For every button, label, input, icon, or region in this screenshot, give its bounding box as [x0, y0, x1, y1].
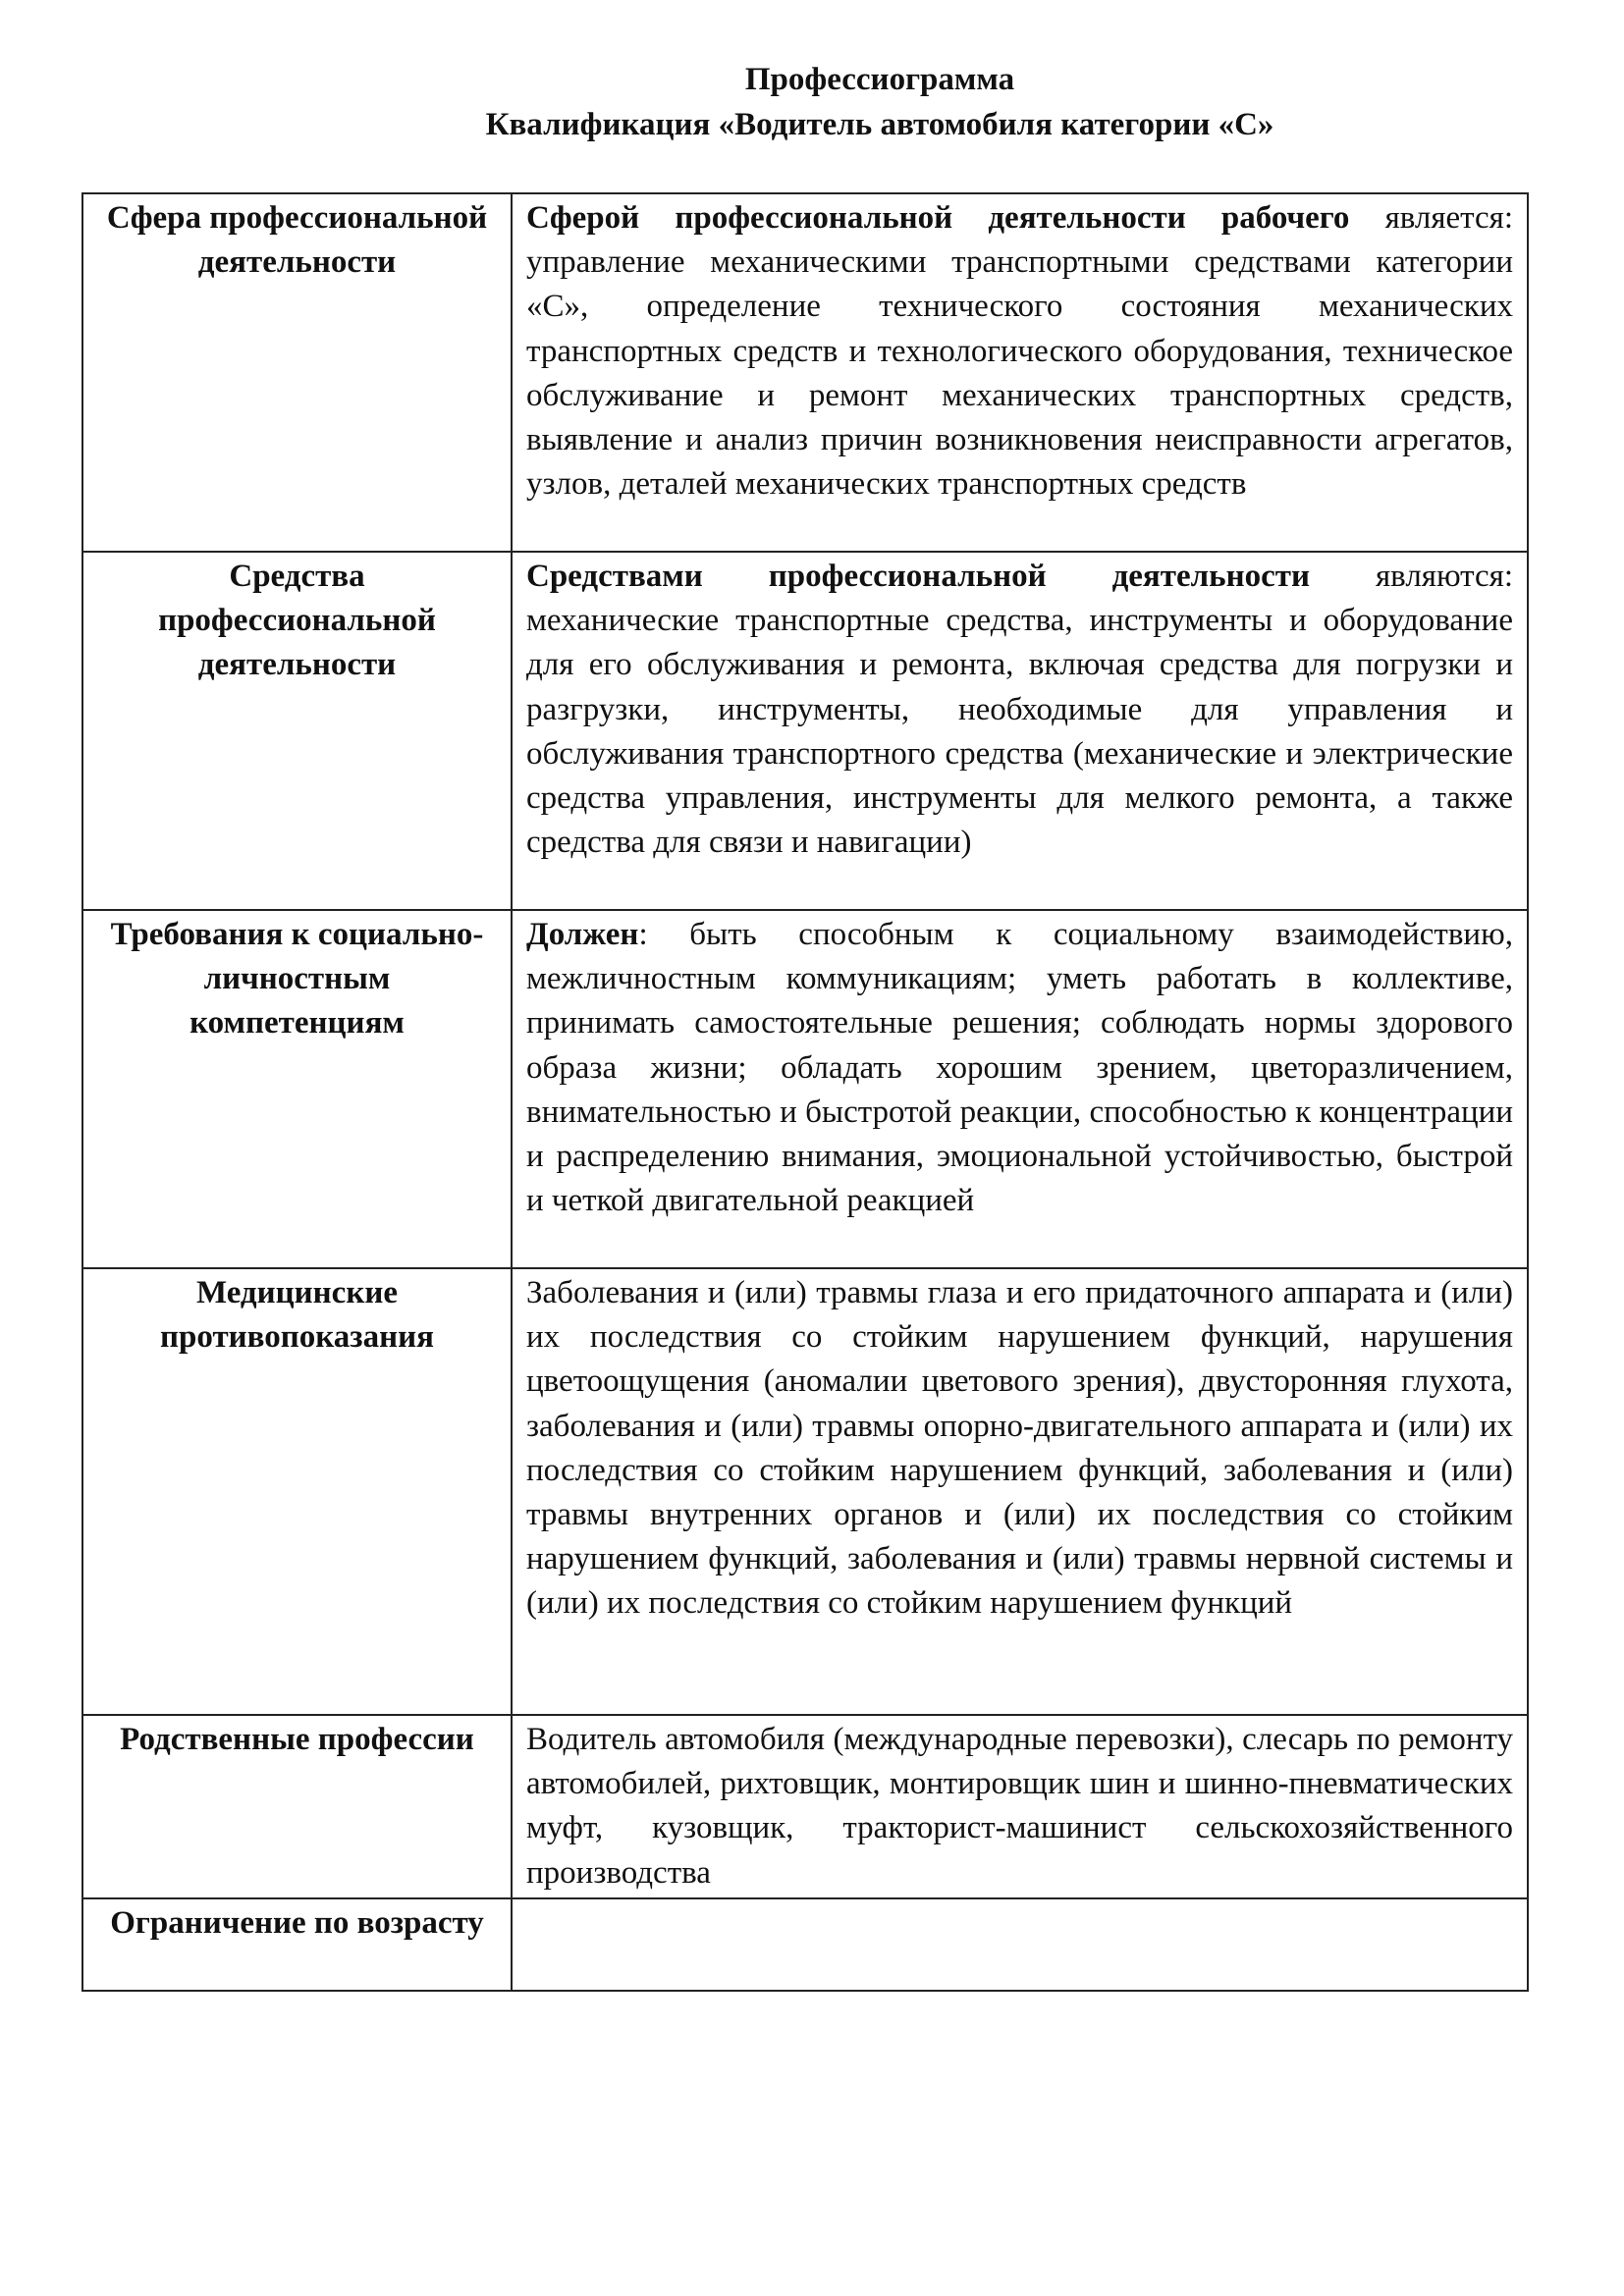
row-content: [512, 552, 1528, 910]
row-text: Заболевания и (или) травмы глаза и его придаточного аппарата и (или) их последствия со стойким нарушением функций, нарушения цветоощущения (аномалии цветового зрения), двусторонняя глухота, заболевания и (или) травмы опорно-двигательного аппарата и (или) их последствия со стойким нарушением функций, заболевания и (или) травмы внутренних органов и (или) их последствия со стойким нарушением функций, заболевания и (или) травмы нервной системы и (или) их последствия со стойким нарушением функций: [526, 1275, 1513, 1622]
table-row-contraindications: [82, 1268, 1528, 1715]
row-lead: Должен: [526, 917, 639, 952]
row-label: Требования к социально-личностным компетенциям: [82, 910, 512, 1268]
row-text: Водитель автомобиля (международные перевозки), слесарь по ремонту автомобилей, рихтовщик, монтировщик шин и шинно-пневматических муфт, кузовщик, тракторист-машинист сельскохозяйственного производства: [526, 1722, 1513, 1891]
profession-table: [81, 192, 1529, 1992]
table-row-competencies: [82, 910, 1528, 1268]
row-content: [512, 1715, 1528, 1898]
row-text: являются: механические транспортные средства, инструменты и оборудование для его обслуживания и ремонта, включая средства для погрузки и разгрузки, инструменты, необходимые для управления и обслуживания транспортного средства (механические и электрические средства управления, инструменты для мелкого ремонта, а также средства для связи и навигации): [526, 559, 1513, 861]
document-header: [0, 57, 1624, 147]
row-lead: Сферой профессиональной деятельности рабочего: [526, 200, 1350, 236]
row-content: [512, 193, 1528, 552]
row-label: Средства профессиональной деятельности: [82, 552, 512, 910]
row-content: [512, 1268, 1528, 1715]
document-title: Профессиограмма: [744, 62, 1015, 97]
table-row-sphere: [82, 193, 1528, 552]
table-row-means: [82, 552, 1528, 910]
row-label: Сфера профессиональной деятельности: [82, 193, 512, 552]
row-content: [512, 910, 1528, 1268]
row-lead: Средствами профессиональной деятельности: [526, 559, 1310, 594]
table-row-age-limit: [82, 1898, 1528, 1991]
row-text: : быть способным к социальному взаимодействию, межличностным коммуникациям; уметь работать в коллективе, принимать самостоятельные решения; соблюдать нормы здорового образа жизни; обладать хорошим зрением, цветоразличением, внимательностью и быстротой реакции, способностью к концентрации и распределению внимания, эмоциональной устойчивостью, быстрой и четкой двигательной реакцией: [526, 917, 1513, 1219]
row-label: Медицинские противопоказания: [82, 1268, 512, 1715]
table-row-related-professions: [82, 1715, 1528, 1898]
row-text: является: управление механическими транспортными средствами категории «С», определение технического состояния механических транспортных средств и технологического оборудования, техническое обслуживание и ремонт механических транспортных средств, выявление и анализ причин возникновения неисправности агрегатов, узлов, деталей механических транспортных средств: [526, 200, 1514, 503]
row-label: Ограничение по возрасту: [82, 1898, 512, 1991]
document-subtitle: Квалификация «Водитель автомобиля категории «С»: [485, 107, 1274, 142]
row-content: [512, 1898, 1528, 1991]
row-label: Родственные профессии: [82, 1715, 512, 1898]
